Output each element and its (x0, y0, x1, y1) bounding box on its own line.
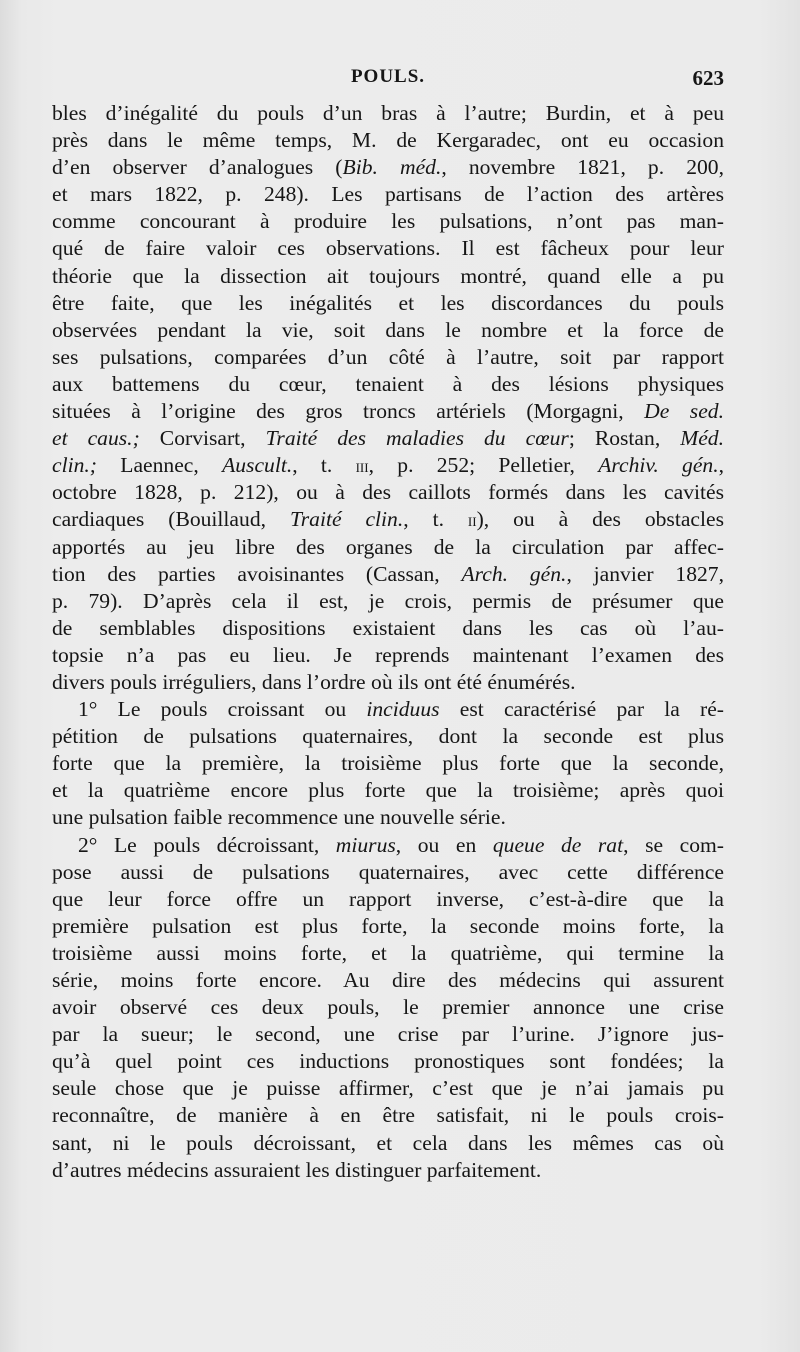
text-run: ; Rostan, (568, 426, 681, 451)
text-run: cardiaques (Bouillaud, (52, 507, 290, 532)
smallcaps-text: iii (355, 456, 369, 478)
running-head: POULS. (350, 66, 426, 87)
text-line (52, 832, 724, 859)
text-run: qu’à quel point ces inductions pronostiques sont fondées; la (52, 1049, 724, 1074)
text-run: avoir observé ces deux pouls, le premier annonce une crise (52, 995, 724, 1020)
text-run: que leur force offre un rapport inverse, c’est-à-dire que la (52, 886, 724, 911)
text-line (52, 506, 724, 533)
text-run: ses pulsations, comparées d’un côté à l’autre, soit par rapport (52, 344, 724, 369)
text-line (52, 263, 724, 290)
text-run: par la sueur; le second, une crise par l’urine. J’ignore jus- (52, 1022, 724, 1047)
text-line (52, 588, 724, 615)
text-line (52, 913, 724, 940)
text-line (52, 750, 724, 777)
text-run: 1° Le pouls croissant ou (78, 697, 367, 722)
text-line (52, 859, 724, 886)
page-header (52, 66, 724, 98)
text-run: théorie que la dissection ait toujours montré, quand elle a pu (52, 263, 724, 288)
text-run: topsie n’a pas eu lieu. Je reprends maintenant l’examen des (52, 642, 724, 667)
text-run: forte que la première, la troisième plus forte que la seconde, (52, 751, 724, 776)
text-run: Corvisart, (139, 426, 266, 451)
text-line (52, 804, 724, 831)
text-run: première pulsation est plus forte, la seconde moins forte, la (52, 913, 724, 938)
text-run: près dans le même temps, M. de Kergaradec, ont eu occasion (52, 128, 724, 153)
text-line (52, 1075, 724, 1102)
text-line (52, 154, 724, 181)
text-run: d’autres médecins assuraient les distinguer parfaitement. (52, 1157, 542, 1182)
text-run: , p. 252; Pelletier, (368, 453, 599, 478)
text-line (52, 398, 724, 425)
text-line (52, 777, 724, 804)
text-run: reconnaître, de manière à en être satisfait, ni le pouls crois- (52, 1103, 724, 1128)
body-text (52, 100, 724, 1184)
text-run: de semblables dispositions existaient dans les cas où l’au- (52, 615, 724, 640)
text-run: observées pendant la vie, soit dans le nombre et la force de (52, 317, 724, 342)
text-run: bles d’inégalité du pouls d’un bras à l’autre; Burdin, et à peu (52, 101, 724, 125)
text-line (52, 642, 724, 669)
text-line (52, 1102, 724, 1129)
text-line (52, 940, 724, 967)
text-run: comme concourant à produire les pulsations, n’ont pas man- (52, 209, 724, 234)
text-line (52, 452, 724, 479)
text-line (52, 317, 724, 344)
italic-text: et caus.; (52, 426, 140, 451)
text-line (52, 615, 724, 642)
italic-text: clin.; (52, 453, 97, 478)
text-line (52, 208, 724, 235)
text-line (52, 479, 724, 506)
text-run: seule chose que je puisse affirmer, c’est que je n’ai jamais pu (52, 1076, 724, 1101)
italic-text: Arch. gén. (461, 561, 567, 586)
italic-text: Bib. méd. (342, 155, 442, 180)
text-run: ), ou à des obstacles (476, 507, 724, 532)
text-line (52, 235, 724, 262)
italic-text: Traité des maladies du cœur (265, 426, 569, 451)
text-run: , janvier 1827, (566, 561, 725, 586)
text-line (52, 669, 724, 696)
text-line (52, 723, 724, 750)
text-line (52, 696, 724, 723)
text-run: Laennec, (96, 453, 223, 478)
text-run: , t. (403, 507, 468, 532)
text-run: p. 79). D’après cela il est, je crois, permis de présumer que (52, 588, 724, 613)
text-run: qué de faire valoir ces observations. Il est fâcheux pour leur (52, 236, 724, 261)
text-run: troisième aussi moins forte, et la quatrième, qui termine la (52, 940, 724, 965)
text-run: apportés au jeu libre des organes de la circulation par affec- (52, 534, 724, 559)
text-run: tion des parties avoisinantes (Cassan, (52, 561, 462, 586)
text-run: d’en observer d’analogues ( (52, 155, 343, 180)
italic-text: queue de rat (492, 832, 624, 857)
text-line (52, 127, 724, 154)
text-run: octobre 1828, p. 212), ou à des caillots formés dans les cavités (52, 480, 724, 505)
italic-text: Archiv. gén. (598, 453, 719, 478)
text-run: série, moins forte encore. Au dire des médecins qui assurent (52, 968, 724, 992)
text-line (52, 1021, 724, 1048)
text-line (52, 290, 724, 317)
text-line (52, 967, 724, 994)
text-run: une pulsation faible recommence une nouvelle série. (52, 805, 506, 830)
text-line (52, 371, 724, 398)
text-run: , se com- (623, 832, 724, 857)
text-line (52, 425, 724, 452)
italic-text: inciduus (366, 697, 440, 722)
text-line (52, 1157, 724, 1184)
text-line (52, 344, 724, 371)
text-line (52, 994, 724, 1021)
text-line (52, 1130, 724, 1157)
text-run: sant, ni le pouls décroissant, et cela dans les mêmes cas où (52, 1130, 724, 1155)
smallcaps-text: ii (467, 510, 477, 532)
text-run: divers pouls irréguliers, dans l’ordre où ils ont été énumérés. (52, 669, 576, 694)
text-line (52, 181, 724, 208)
text-run: 2° Le pouls décroissant, (78, 832, 336, 857)
text-line (52, 100, 724, 127)
italic-text: Méd. (680, 426, 725, 451)
text-run: situées à l’origine des gros troncs artériels (Morgagni, (52, 399, 645, 424)
text-run: , ou en (395, 832, 493, 857)
text-line (52, 561, 724, 588)
italic-text: De sed. (644, 399, 724, 424)
italic-text: Auscult. (222, 453, 293, 478)
text-run: et la quatrième encore plus forte que la troisième; après quoi (52, 778, 724, 803)
text-run: , t. (292, 453, 356, 478)
text-run: est caractérisé par la ré- (439, 697, 724, 722)
text-run: , (718, 453, 725, 478)
text-run: être faite, que les inégalités et les discordances du pouls (52, 290, 724, 315)
text-run: pose aussi de pulsations quaternaires, avec cette différence (52, 859, 724, 884)
text-run: pétition de pulsations quaternaires, dont la seconde est plus (52, 724, 724, 749)
italic-text: miurus (335, 832, 396, 857)
text-run: aux battemens du cœur, tenaient à des lésions physiques (52, 371, 724, 396)
text-line (52, 886, 724, 913)
text-run: , novembre 1821, p. 200, (441, 155, 724, 180)
page-number: 623 (692, 66, 724, 90)
text-line (52, 534, 724, 561)
italic-text: Traité clin. (289, 507, 404, 532)
text-run: et mars 1822, p. 248). Les partisans de l’action des artères (52, 182, 724, 207)
text-line (52, 1048, 724, 1075)
